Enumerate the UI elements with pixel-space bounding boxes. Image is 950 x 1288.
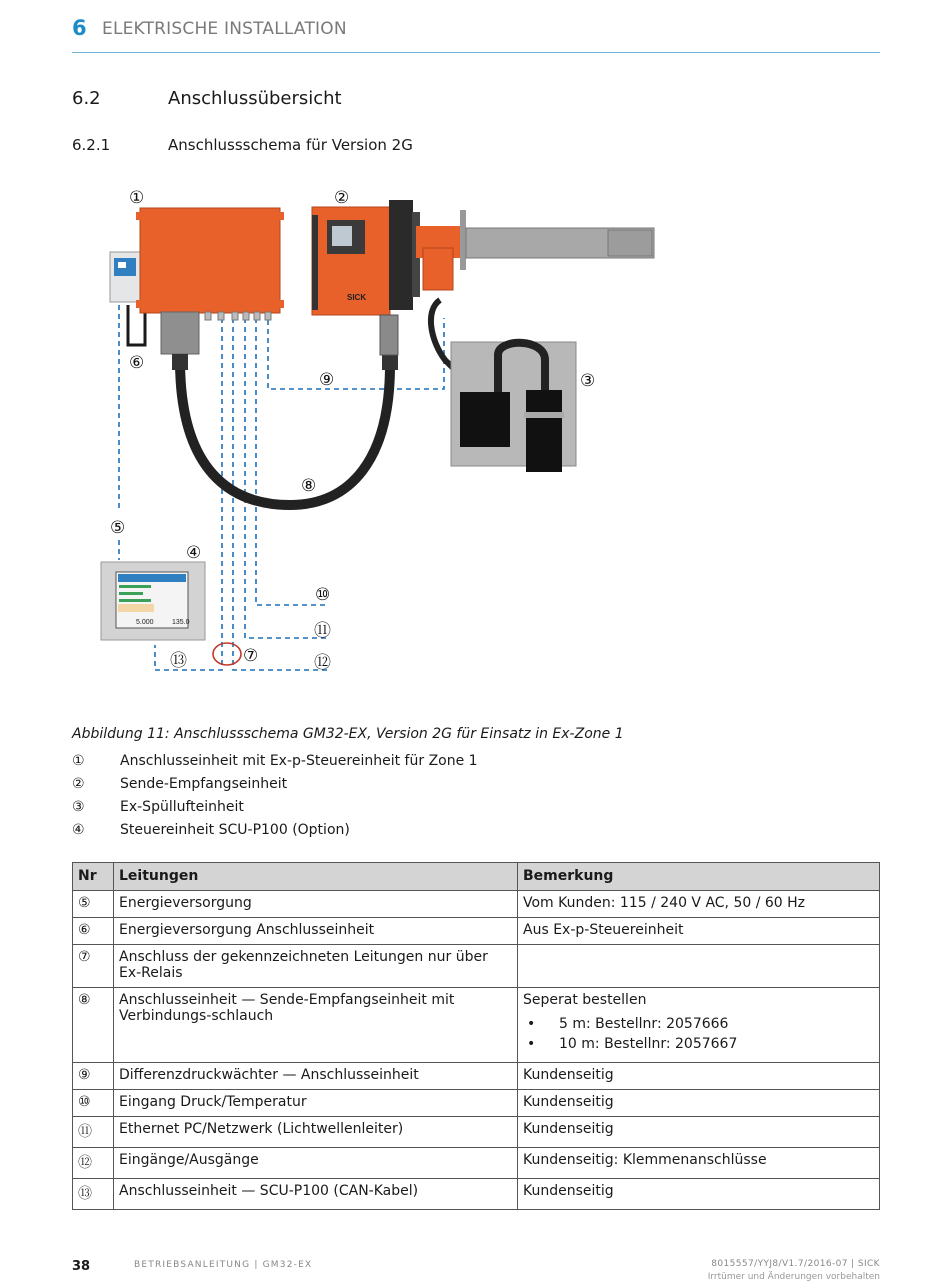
- table-row: [73, 891, 880, 918]
- control-unit-scu: [101, 562, 205, 640]
- cell-nr: ⑪: [73, 1117, 114, 1148]
- callout-13: ⑬: [170, 651, 187, 671]
- table-row: [73, 1179, 880, 1210]
- cell-note: Kundenseitig: Klemmenanschlüsse: [518, 1148, 880, 1179]
- document-reference: 8015557/YYJ8/V1.7/2016-07 | SICK: [711, 1259, 880, 1269]
- callout-7: ⑦: [243, 646, 259, 666]
- subsection-title: Anschlussschema für Version 2G: [168, 136, 413, 154]
- cell-note: Kundenseitig: [518, 1090, 880, 1117]
- callout-4: ④: [186, 543, 202, 563]
- connection-hose: [180, 360, 390, 505]
- disclaimer: Irrtümer und Änderungen vorbehalten: [707, 1272, 880, 1282]
- cell-note: [518, 945, 880, 988]
- header-nr: Nr: [73, 863, 114, 891]
- cell-line: Anschlusseinheit — SCU-P100 (CAN-Kabel): [114, 1179, 518, 1210]
- cell-nr: ⑩: [73, 1090, 114, 1117]
- cell-note: Kundenseitig: [518, 1063, 880, 1090]
- callout-3: ③: [580, 371, 596, 391]
- figure-caption: Abbildung 11: Anschlussschema GM32-EX, Version 2G für Einsatz in Ex-Zone 1: [72, 726, 624, 742]
- callout-8: ⑧: [301, 476, 317, 496]
- document-name: BETRIEBSANLEITUNG | GM32-EX: [134, 1260, 313, 1270]
- cell-note: Aus Ex-p-Steuereinheit: [518, 918, 880, 945]
- table-row: [73, 988, 880, 1063]
- callout-6: ⑥: [129, 353, 145, 373]
- header-divider: [72, 52, 880, 53]
- order-number-list: [523, 1016, 874, 1052]
- cable-diffpressure: [268, 318, 444, 389]
- connection-unit: [136, 208, 284, 354]
- header-leitungen: Leitungen: [114, 863, 518, 891]
- legend-text: Ex-Spüllufteinheit: [120, 799, 244, 815]
- chapter-title: ELEKTRISCHE INSTALLATION: [102, 19, 347, 39]
- section-number: 6.2: [72, 88, 101, 109]
- cell-nr: ⑥: [73, 918, 114, 945]
- legend-text: Steuereinheit SCU-P100 (Option): [120, 822, 350, 838]
- cell-line: Eingang Druck/Temperatur: [114, 1090, 518, 1117]
- cable-10: [256, 318, 331, 605]
- display-value-1: 5.000: [136, 619, 154, 626]
- callout-1: ①: [129, 188, 145, 208]
- table-header-row: [73, 863, 880, 891]
- note-text: Seperat bestellen: [523, 992, 647, 1008]
- legend-number: ②: [72, 776, 85, 792]
- ex-relay-marker: [213, 643, 241, 665]
- callout-12: ⑫: [314, 653, 331, 673]
- cell-line: Anschlusseinheit — Sende-Empfangseinheit mit Verbindungs-schlauch: [114, 988, 518, 1063]
- sick-logo: SICK: [347, 293, 367, 302]
- legend-text: Anschlusseinheit mit Ex-p-Steuereinheit für Zone 1: [120, 753, 478, 769]
- cell-note: [518, 988, 880, 1063]
- table-row: [73, 1063, 880, 1090]
- section-title: Anschlussübersicht: [168, 88, 342, 109]
- cell-line: Eingänge/Ausgänge: [114, 1148, 518, 1179]
- table-row: [73, 1148, 880, 1179]
- table-row: [73, 945, 880, 988]
- table-row: [73, 1117, 880, 1148]
- cell-line: Anschluss der gekennzeichneten Leitungen nur über Ex-Relais: [114, 945, 518, 988]
- legend-number: ①: [72, 753, 85, 769]
- cell-nr: ⑧: [73, 988, 114, 1063]
- list-item: • 10 m: Bestellnr: 2057667: [523, 1036, 874, 1052]
- page-number: 38: [72, 1259, 91, 1274]
- cell-nr: ⑨: [73, 1063, 114, 1090]
- display-value-2: 135.0: [172, 619, 190, 626]
- cell-nr: ⑬: [73, 1179, 114, 1210]
- subsection-number: 6.2.1: [72, 136, 111, 154]
- cell-line: Ethernet PC/Netzwerk (Lichtwellenleiter): [114, 1117, 518, 1148]
- callout-9: ⑨: [319, 370, 335, 390]
- cell-note: Kundenseitig: [518, 1117, 880, 1148]
- cell-nr: ⑤: [73, 891, 114, 918]
- list-item: • 5 m: Bestellnr: 2057666: [523, 1016, 874, 1032]
- table-row: [73, 918, 880, 945]
- legend-number: ③: [72, 799, 85, 815]
- chapter-number: 6: [72, 16, 87, 40]
- cell-nr: ⑫: [73, 1148, 114, 1179]
- cable-table: [72, 862, 880, 1210]
- table-row: [73, 1090, 880, 1117]
- header-bemerkung: Bemerkung: [518, 863, 880, 891]
- cell-line: Differenzdruckwächter — Anschlusseinheit: [114, 1063, 518, 1090]
- callout-11: ⑪: [314, 621, 331, 641]
- cell-line: Energieversorgung Anschlusseinheit: [114, 918, 518, 945]
- connection-diagram: [80, 180, 680, 700]
- legend-text: Sende-Empfangseinheit: [120, 776, 288, 792]
- power-switch-box: [110, 252, 142, 302]
- callout-10: ⑩: [315, 585, 331, 605]
- cell-nr: ⑦: [73, 945, 114, 988]
- cell-note: Vom Kunden: 115 / 240 V AC, 50 / 60 Hz: [518, 891, 880, 918]
- purge-air-unit: [451, 342, 576, 472]
- callout-2: ②: [334, 188, 350, 208]
- legend-number: ④: [72, 822, 85, 838]
- cell-note: Kundenseitig: [518, 1179, 880, 1210]
- callout-5: ⑤: [110, 518, 126, 538]
- cell-line: Energieversorgung: [114, 891, 518, 918]
